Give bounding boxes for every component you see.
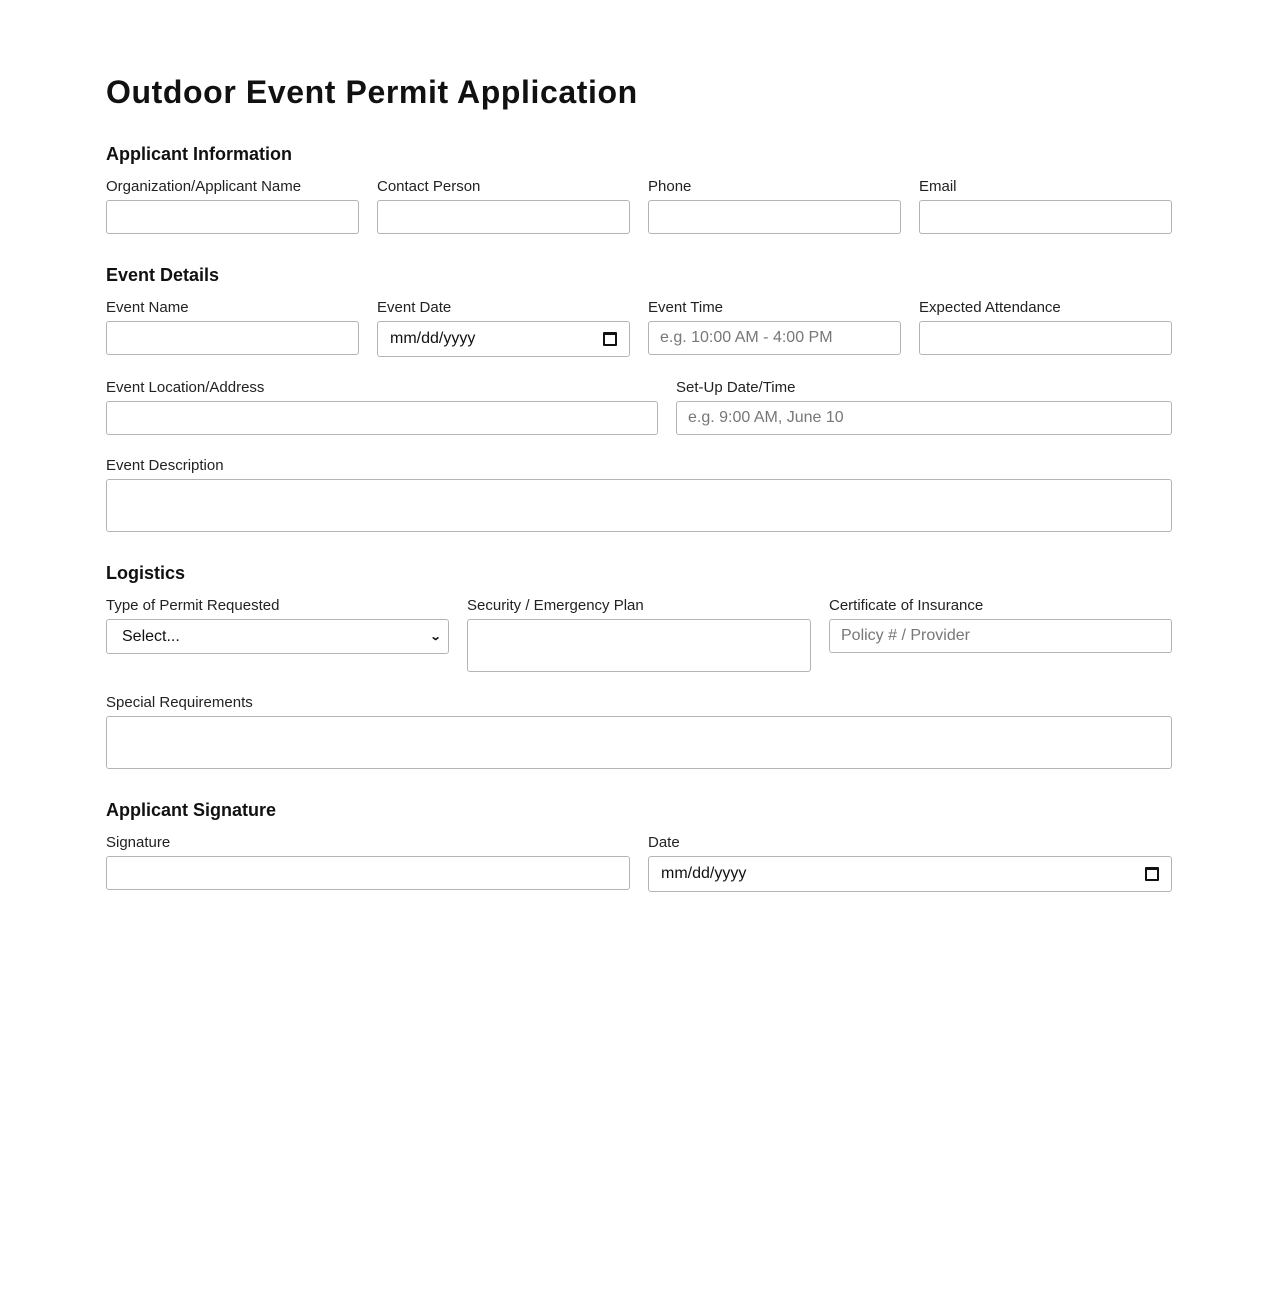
event-name-input[interactable] bbox=[106, 321, 359, 355]
insurance-input[interactable] bbox=[829, 619, 1172, 653]
org-name-input[interactable] bbox=[106, 200, 359, 234]
chevron-down-icon: ⌄ bbox=[429, 631, 442, 643]
section-heading-applicant: Applicant Information bbox=[106, 144, 292, 164]
permit-type-label: Type of Permit Requested bbox=[106, 597, 280, 614]
event-time-label: Event Time bbox=[648, 299, 724, 316]
description-textarea[interactable] bbox=[106, 479, 1172, 532]
special-requirements-label: Special Requirements bbox=[106, 694, 253, 711]
section-heading-logistics: Logistics bbox=[106, 563, 186, 583]
description-label: Event Description bbox=[106, 457, 224, 474]
signature-date-value: mm/dd/yyyy bbox=[661, 865, 747, 882]
email-input[interactable] bbox=[919, 200, 1172, 234]
signature-label: Signature bbox=[106, 834, 171, 851]
page-title: Outdoor Event Permit Application bbox=[106, 74, 638, 110]
event-name-label: Event Name bbox=[106, 299, 189, 316]
security-plan-textarea[interactable] bbox=[467, 619, 811, 672]
attendance-label: Expected Attendance bbox=[919, 299, 1061, 316]
event-time-input[interactable] bbox=[648, 321, 901, 355]
section-heading-event: Event Details bbox=[106, 265, 220, 285]
location-label: Event Location/Address bbox=[106, 379, 265, 396]
setup-input[interactable] bbox=[676, 401, 1172, 435]
special-requirements-textarea[interactable] bbox=[106, 716, 1172, 769]
location-input[interactable] bbox=[106, 401, 658, 435]
contact-person-label: Contact Person bbox=[377, 178, 481, 195]
event-date-label: Event Date bbox=[377, 299, 452, 316]
calendar-icon[interactable] bbox=[603, 332, 617, 346]
phone-label: Phone bbox=[648, 178, 692, 195]
setup-label: Set-Up Date/Time bbox=[676, 379, 796, 396]
permit-type-value: Select... bbox=[122, 627, 180, 645]
attendance-input[interactable] bbox=[919, 321, 1172, 355]
signature-date-input[interactable] bbox=[648, 856, 1172, 892]
signature-date-label: Date bbox=[648, 834, 680, 851]
org-name-label: Organization/Applicant Name bbox=[106, 178, 302, 195]
event-date-input[interactable] bbox=[377, 321, 630, 357]
signature-input[interactable] bbox=[106, 856, 630, 890]
section-heading-signature: Applicant Signature bbox=[106, 800, 277, 820]
permit-type-select[interactable] bbox=[106, 619, 449, 654]
security-plan-label: Security / Emergency Plan bbox=[467, 597, 644, 614]
phone-input[interactable] bbox=[648, 200, 901, 234]
email-label: Email bbox=[919, 178, 957, 195]
event-date-value: mm/dd/yyyy bbox=[390, 330, 476, 347]
contact-person-input[interactable] bbox=[377, 200, 630, 234]
calendar-icon[interactable] bbox=[1145, 867, 1159, 881]
insurance-label: Certificate of Insurance bbox=[829, 597, 984, 614]
